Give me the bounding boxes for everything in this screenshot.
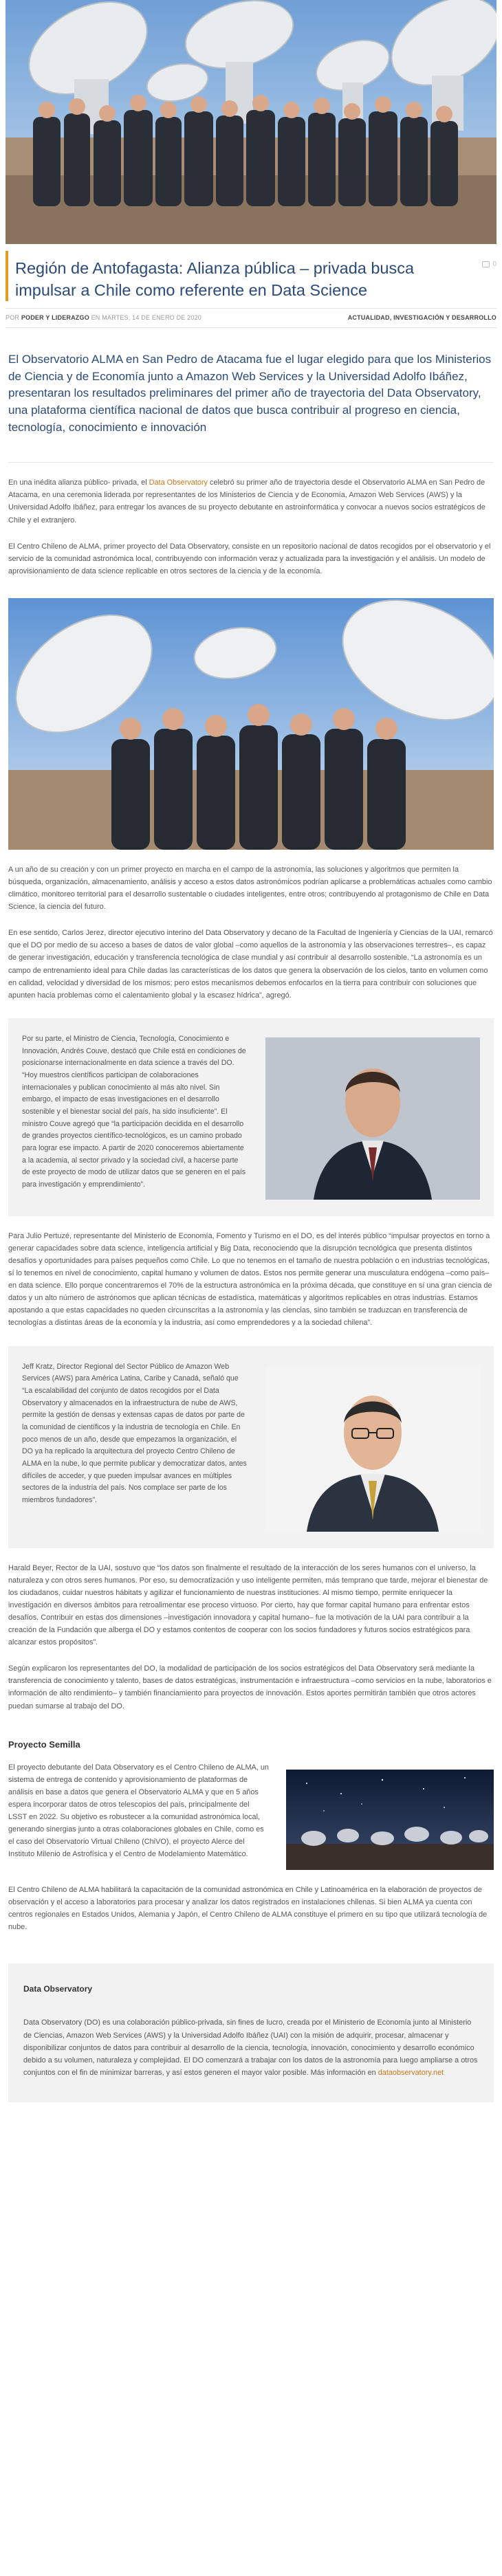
category-links[interactable]: ACTUALIDAD, INVESTIGACIÓN Y DESARROLLO bbox=[347, 314, 496, 322]
paragraph-1 bbox=[8, 476, 494, 526]
article-meta bbox=[6, 308, 496, 328]
paragraph-7: Según explicaron los representantes del DO, la modalidad de participación de los socios estratégicos del Data Observatory será mediante la transferencia de conocimiento y talento, bases de datos estratégicas, instrumentación e infraestructura –como servicios en la nube, laboratorios e información de alto rendimiento– y también financiamiento para proyectos de innovación. Estos aportes permitirán también que otros actores puedan sumarse al trabajo del DO. bbox=[8, 1664, 492, 1710]
quote-1-text: Por su parte, el Ministro de Ciencia, Tecnología, Conocimiento e Innovación, Andrés Couve, destacó que Chile está en condiciones de posicionarse internacionalmente en data science a través del DO. “Hoy muestros científicos participan de colaboraciones internacionales y publican conocimiento al más alto nivel. Sin embargo, el impacto de esas investigaciones en el desarrollo sostenible y el bienestar social del país, ha sido insuficiente”. El ministro Couve agregó que “la participación decidida en el desarrollo de grandes proyectos científico-tecnológicos, es un camino probado para lograr ese impacto. A partir de 2020 conoceremos abiertamente a la academia, al sector privado y la sociedad civil, a hacerse parte de este proyecto de modo de utilizar datos que se generen en el país para investigación y emprendimiento”. bbox=[22, 1034, 246, 1189]
portrait-andres-couve bbox=[265, 1037, 480, 1200]
quote-box-aws bbox=[8, 1346, 494, 1548]
about-box-title: Data Observatory bbox=[23, 1984, 93, 1994]
page-bottom-spacer bbox=[0, 2102, 502, 2130]
photo-group-antennas bbox=[8, 598, 494, 850]
paragraph-9: El Centro Chileno de ALMA habilitará la capacitación de la comunidad astronómica en Chile y Latinoamérica en la elaboración de proyectos de observación y el acceso a laboratorios para procesar y analizar los datos registrados en instalaciones chilenas. Si bien ALMA ya cuenta con centros regionales en Estados Unidos, Alemania y Japón, el Centro Chileno de ALMA constituye el primero en su tipo que utilizará tecnología de nube. bbox=[8, 1885, 488, 1931]
paragraph-5: Para Julio Pertuzé, representante del Ministerio de Economía, Fomento y Turismo en el DO, es del interés público “impulsar proyectos en torno a generar capacidades sobre data science, inteligencia artificial y Big Data, reconociendo que la disrupción tecnológica que presenta distintos desafíos y oportunidades para países pequeños como Chile. Lo que no tenemos en el tamaño de nuestra población o en industrias tecnológicas, sí lo tenemos en nivel de conocimiento, capital humano y volumen de datos. Estos nos permite generar una musculatura endógena –como país– en data science. Ello porque concentraremos el 70% de la estructura astronómica en la próxima década, que constituye en sí una gran ciencia de datos y un alto número de astrónomos que aplican técnicas de estadística, matemáticas y algoritmos replicables en otras industrias. Estamos apostando a que estas capacidades no queden circunscritas a la astronomía y las ciencias, sino también se traduzcan en transferencia de tecnologías a distintas áreas de la economía y la industria, así como emprendedores y a la sociedad chilena”. bbox=[8, 1231, 492, 1328]
paragraph-3: A un año de su creación y con un primer proyecto en marcha en el campo de la astronomía, las soluciones y algoritmos que permiten la búsqueda, organización, almacenamiento, análisis y acceso a estos datos astronómicos podrían aplicarse a problemáticas actuales como cambio climático, monitoreo territorial para el desarrollo sustentable o ciudades inteligentes, entre otros; contribuyendo al protagonismo de Chile en Data Science, la ciencia del futuro. bbox=[8, 865, 492, 912]
paragraph-6: Harald Beyer, Rector de la UAI, sostuvo que “los datos son finalmente el resultado de la interacción de los seres humanos con el universo, la naturaleza y con otros seres humanos. Por eso, su democratización y uso inteligente permiten, más temprano que tarde, mejorar el bienestar de los ciudadanos, cuidar nuestros hábitats y agilizar el funcionamiento de nuestras instituciones. Al mismo tiempo, permite enriquecer la investigación en diversos ámbitos para retroalimentar ese proceso virtuoso. Por cierto, hay que formar capital humano para enfrentar estos desafíos. Contribuir en estas dos dimensiones –investigación innovadora y capital humano– fue la motivación de la UAI para contribuir a la creación de la Fundación que alberga el DO y estamos contentos de cooperar con los socios fundadores y futuros socios estratégicos para alcanzar estos propósitos”. bbox=[8, 1563, 488, 1647]
quote-box-minister bbox=[8, 1018, 494, 1216]
by-label: POR bbox=[6, 314, 20, 322]
about-box-text bbox=[23, 2016, 480, 2078]
paragraph-2: El Centro Chileno de ALMA, primer proyecto del Data Observatory, consiste en un repositorio nacional de datos recogidos por el observatorio y el servicio de la comunidad astronómica local, contribuyendo con información veraz y actualizada para la investigación y el análisis. Un modelo de aprovisionamiento de data science replicable en otros sectores de la ciencia y de la economía. bbox=[8, 542, 491, 575]
about-box-body: Data Observatory (DO) es una colaboración público-privada, sin fines de lucro, creada por el Ministerio de Economía junto al Ministerio de Ciencias, Amazon Web Services (AWS) y la Universidad Adolfo Ibáñez (UAI) con la misión de adquirir, procesar, almacenar y disponibilizar conjuntos de datos para contribuir al desarrollo de la ciencia, tecnología, innovación, conocimiento y desarrollo económico debido a su volumen, naturaleza y complejidad. El DO comenzará a trabajar con los datos de la astronomía para luego ampliarse a otros conjuntos con el fin de minimizar barreras, y así estos generen el mayor valor posible. Más información en bbox=[23, 2018, 478, 2077]
comment-count-link[interactable] bbox=[482, 259, 496, 270]
comment-bubble-icon bbox=[482, 261, 490, 267]
portrait-jeff-kratz bbox=[265, 1365, 480, 1532]
comment-count: 0 bbox=[492, 261, 496, 268]
paragraph-4: En ese sentido, Carlos Jerez, director ejecutivo interino del Data Observatory y decano de la Facultad de Ingeniería y Ciencias de la UAI, remarcó que el DO por medio de su acceso a bases de datos de valor global –como aquellos de la astronomía y las observaciones terrestres–, es capaz de generar investigación, educación y transferencia tecnológica de clase mundial y así contribuir al desarrollo sostenible. “La astronomía es un campo de entrenamiento ideal para Chile dadas las características de los datos que genera la observación de los cielos, tanto en volumen como en calidad, velocidad y diversidad de los mismos; pero estos mecanismos debemos enfocarlos en la tierra para contribuir con soluciones que apunten hacia problemas como el calentamiento global y la escasez hídrica”, agregó. bbox=[8, 929, 493, 1000]
paragraph-8: El proyecto debutante del Data Observatory es el Centro Chileno de ALMA, un sistema de entrega de contenido y aprovisionamiento de plataformas de análisis en base a datos que genera el Observatorio ALMA y que en 5 años espera incorporar datos de otros telescopios del país, principalmente del LSST en 2022. Su objetivo es robustecer a la comunidad astronómica local, generando sinergias junto a otras colaboraciones globales en Chile, como es el caso del Observatorio Virtual Chileno (ChiVO), el proyecto Alerce del Instituto Milenio de Astrofísica y el Centro de Modelamiento Matemático. bbox=[8, 1763, 269, 1859]
section-title-proyecto-semilla: Proyecto Semilla bbox=[8, 1739, 80, 1750]
quote-2-text: Jeff Kratz, Director Regional del Sector Público de Amazon Web Services (AWS) para América Latina, Caribe y Canadá, señaló que “La escalabilidad del conjunto de datos recogidos por el Data Observatory y almacenados en la infraestructura de nube de AWS, permite la gestión de densas y extensas capas de datos por parte de la comunidad de científicos y la industria de tecnología en Chile. En poco menos de un año, desde que empezamos la organización, el DO ya ha replicado la arquitectura del proyecto Centro Chileno de ALMA en la nube, lo que permite publicar y democratizar datos, antes difíciles de acceder, y que pueden impulsar avances en múltiples sectores de la industria del país. Nos complace ser parte de los miembros fundadores”. bbox=[22, 1362, 247, 1505]
proyecto-semilla-block bbox=[8, 1761, 494, 1870]
author-link[interactable]: PODER Y LIDERAZGO bbox=[21, 314, 89, 322]
article-lead: El Observatorio ALMA en San Pedro de Atacama fue el lugar elegido para que los Ministerios de Ciencia y de Economía junto a Amazon Web Services y la Universidad Adolfo Ibáñez, presentaran los resultados preliminares del primer año de trayectoria del Data Observatory, una plataforma científica nacional de datos que busca contribuir al progreso en ciencia, tecnología, conocimiento e innovación bbox=[8, 353, 492, 434]
hero-image-group-photo-alma bbox=[6, 0, 496, 244]
about-data-observatory-box bbox=[8, 1963, 494, 2102]
byline bbox=[6, 313, 201, 323]
paragraph-1-end: celebró su primer año de trayectoria desde el Observatorio ALMA en San Pedro de Atacama, en una ceremonia liderada por representantes de los Ministerios de Ciencia y de Economía, Amazon Web Services (AWS) y la Universidad Adolfo Ibáñez, para entregar los avances de su proyecto debutante en astroinformática y convocar a nuevos socios estratégicos de Chile y el extranjero. bbox=[8, 478, 485, 525]
publish-date: EN MARTES, 14 DE ENERO DE 2020 bbox=[91, 314, 201, 322]
article-title: Región de Antofagasta: Alianza pública – privada busca impulsar a Chile como referente en Data Science bbox=[15, 259, 415, 299]
dataobservatory-link[interactable]: dataobservatory.net bbox=[378, 2068, 444, 2077]
data-observatory-link[interactable]: Data Observatory bbox=[149, 478, 208, 487]
article-header bbox=[6, 251, 496, 301]
photo-alma-night-sky bbox=[286, 1770, 494, 1870]
divider bbox=[8, 462, 494, 463]
paragraph-1-start: En una inédita alianza público- privada, el bbox=[8, 478, 149, 487]
